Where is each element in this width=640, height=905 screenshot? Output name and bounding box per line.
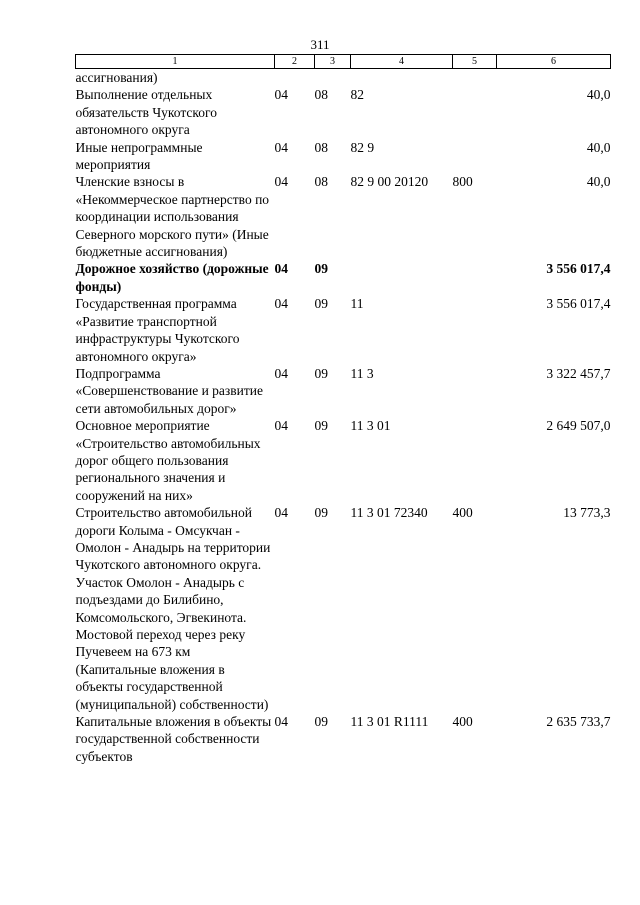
header-col-5: 5 <box>453 55 497 69</box>
table-row <box>76 504 611 713</box>
row-expense-type: 800 <box>452 174 473 190</box>
row-subsection: 08 <box>314 139 328 155</box>
table-row <box>76 173 611 260</box>
row-expense-type <box>453 69 497 87</box>
header-col-6: 6 <box>497 55 611 69</box>
row-expense-type: 400 <box>452 505 473 521</box>
row-name: Государственная программа «Развитие транспортной инфраструктуры Чукотского автономного округа» <box>75 296 240 364</box>
row-section: 04 <box>274 714 288 730</box>
table-row <box>76 295 611 365</box>
row-expense-type <box>453 295 497 365</box>
row-target-article: 11 3 <box>350 365 374 381</box>
row-expense-type <box>453 139 497 174</box>
row-subsection: 09 <box>314 365 328 381</box>
row-amount: 3 556 017,4 <box>546 261 611 277</box>
row-name: Выполнение отдельных обязательств Чукотского автономного округа <box>75 87 217 138</box>
budget-table <box>75 54 611 765</box>
row-target-article: 82 9 00 20120 <box>350 174 429 190</box>
row-name: Строительство автомобильной дороги Колыма - Омсукчан - Омолон - Анадырь на территории Чукотского автономного округа. Участок Омолон - Анадырь с подъездами до Билибино, Комсомольского, Эгвекинота. Мостовой переход через реку Пучевеем на 673 км (Капитальные вложения в объекты государственной (муниципальной) собственности) <box>75 505 271 712</box>
row-name: Иные непрограммные мероприятия <box>75 139 203 173</box>
row-target-article: 11 <box>350 296 364 312</box>
table-row <box>76 69 611 87</box>
table-body <box>76 69 611 766</box>
row-amount: 3 322 457,7 <box>546 365 611 381</box>
row-section: 04 <box>274 505 288 521</box>
header-col-3: 3 <box>315 55 351 69</box>
row-section: 04 <box>274 87 288 103</box>
row-target-article: 11 3 01 R1111 <box>350 714 429 730</box>
header-col-1: 1 <box>76 55 275 69</box>
row-target-article: 11 3 01 72340 <box>350 505 428 521</box>
row-section: 04 <box>274 418 288 434</box>
row-name: Основное мероприятие «Строительство автомобильных дорог общего пользования регионального значения и сооружений на них» <box>75 418 261 503</box>
row-name: Подпрограмма «Совершенствование и развитие сети автомобильных дорог» <box>75 365 263 416</box>
row-subsection: 09 <box>314 418 328 434</box>
table-row <box>76 139 611 174</box>
row-target-article: 82 <box>350 87 364 103</box>
table-header <box>76 55 611 69</box>
row-subsection <box>315 69 351 87</box>
row-expense-type <box>453 365 497 417</box>
row-subsection: 09 <box>314 296 328 312</box>
row-target-article: 11 3 01 <box>350 418 391 434</box>
row-amount: 2 649 507,0 <box>546 418 611 434</box>
page-number: 311 <box>310 37 330 52</box>
row-section: 04 <box>274 365 288 381</box>
row-expense-type <box>453 417 497 504</box>
row-name: Членские взносы в «Некоммерческое партнерство по координации использования Северного морского пути» (Иные бюджетные ассигнования) <box>75 174 270 260</box>
row-name: ассигнования) <box>75 70 158 85</box>
header-row <box>76 55 611 69</box>
row-section: 04 <box>274 139 288 155</box>
row-target-article <box>351 260 453 295</box>
header-col-2: 2 <box>275 55 315 69</box>
row-name: Дорожное хозяйство (дорожные фонды) <box>75 261 269 294</box>
row-amount <box>497 69 611 87</box>
row-expense-type <box>453 86 497 138</box>
row-subsection: 08 <box>314 87 328 103</box>
row-section <box>275 69 315 87</box>
row-expense-type <box>453 260 497 295</box>
row-subsection: 08 <box>314 174 328 190</box>
header-col-4: 4 <box>351 55 453 69</box>
table-row <box>76 417 611 504</box>
table-row <box>76 86 611 138</box>
row-subsection: 09 <box>314 505 328 521</box>
row-amount: 40,0 <box>586 139 611 155</box>
row-name: Капитальные вложения в объекты государственной собственности субъектов <box>75 714 272 764</box>
table-row <box>76 260 611 295</box>
table-row <box>76 713 611 765</box>
row-target-article: 82 9 <box>350 139 375 155</box>
row-amount: 40,0 <box>586 174 611 190</box>
table-row <box>76 365 611 417</box>
row-section: 04 <box>274 296 288 312</box>
row-amount: 13 773,3 <box>563 505 611 521</box>
row-section: 04 <box>274 261 288 277</box>
row-amount: 40,0 <box>586 87 611 103</box>
row-subsection: 09 <box>314 714 328 730</box>
row-expense-type: 400 <box>452 714 473 730</box>
row-target-article <box>351 69 453 87</box>
row-subsection: 09 <box>314 261 328 277</box>
row-section: 04 <box>274 174 288 190</box>
row-amount: 3 556 017,4 <box>546 296 611 312</box>
row-amount: 2 635 733,7 <box>546 714 611 730</box>
